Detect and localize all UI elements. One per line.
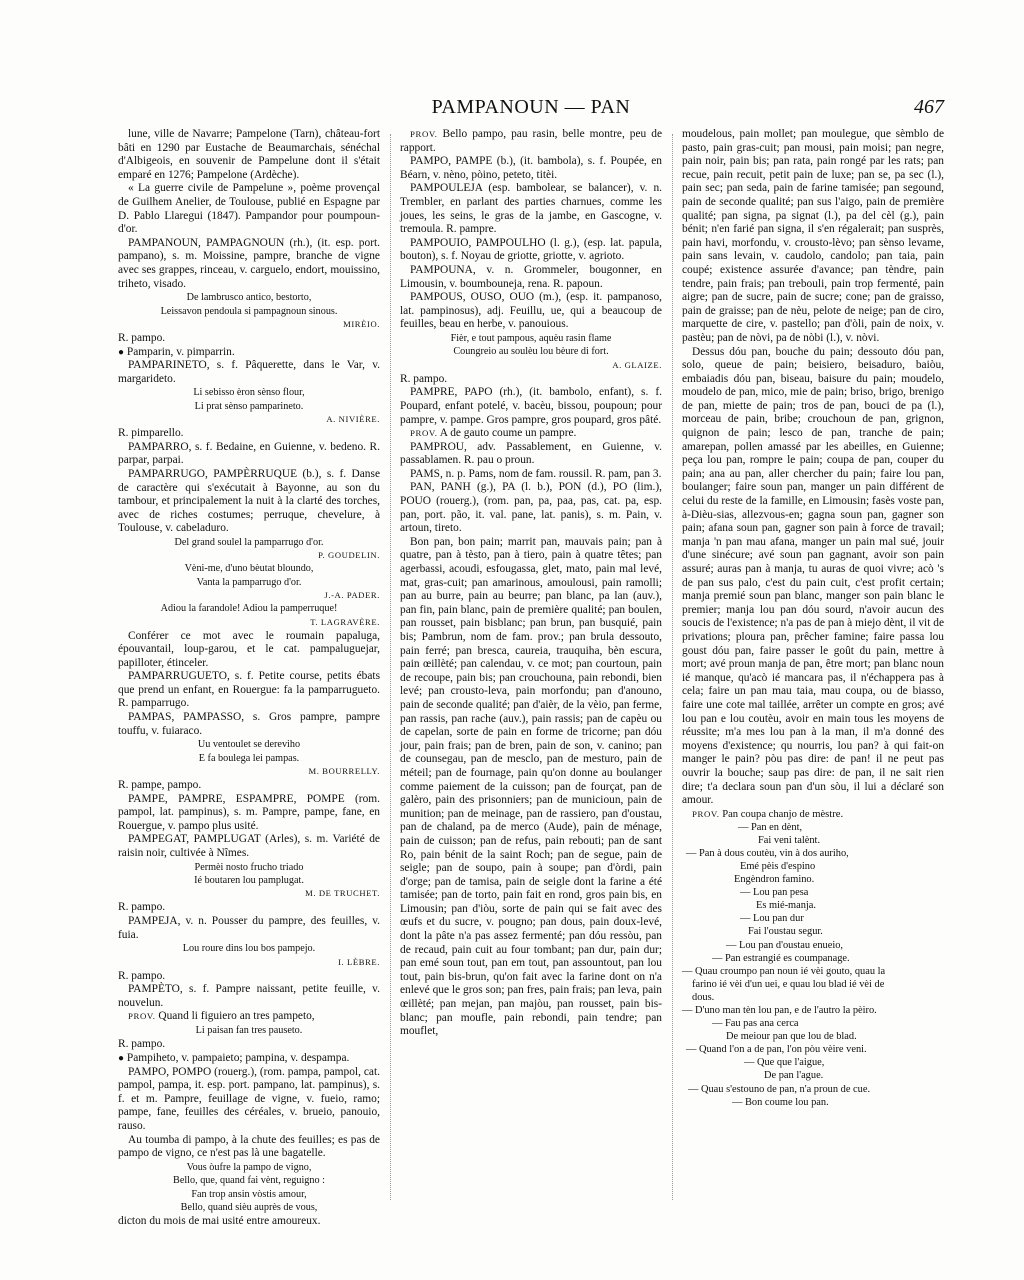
entry-pampeto: PAMPÈTO, s. f. Pampre naissant, petite feuille, v. nouvelun. [118,983,380,1009]
entry-pampas: PAMPAS, PAMPASSO, s. Gros pampre, pampre touffu, v. fuiaraco. [118,711,380,737]
proverb-line: farino ié vèi d'un uei, e quau lou blad ié vèi de [692,978,885,990]
column-1 [118,128,380,1228]
quotation-line: Lou roure dins lou bos pampejo. [182,943,316,955]
bullet-icon: ● [118,1053,125,1064]
entry-pampouio: PAMPOUIO, PAMPOULHO (l. g.), (esp. lat. papula, bouton), s. f. Noyau de griotte, griotte, v. agrioto. [400,236,662,263]
entry-pampouna: PAMPOUNA, v. n. Grommeler, bougonner, en Limousin, v. boumbouneja, rena. R. papoun. [400,263,662,290]
quotation-author: A. GLAIZE. [612,359,662,370]
entry-text: dicton du mois de mai usité entre amoureux. [118,1215,321,1228]
quotation-line: Ié boutaren lou pamplugat. [194,875,304,887]
proverb-line: Es mié-manja. [756,900,817,912]
entry-pan: PAN, PANH (g.), PA (l. b.), PON (d.), PO (lim.), POUO (rouerg.), (rom. pan, pa, paa, pas, cat. pa, esp. pan, port. pão, it. val. pane, lat. panis), s. m. Pain, v. artoun, tireto. [400,481,662,535]
quotation-line: De lambrusco antico, bestorto, [186,292,312,304]
quotation-author: A. NIVIÈRE. [326,414,380,425]
entry-pamprou: PAMPROU, adv. Passablement, en Guienne, v. passablamen. R. pau o proun. [400,440,662,467]
entry-pamparrugueto: PAMPARRUGUETO, s. f. Petite course, petits ébats que prend un enfant, en Rouergue: fa la pamparrugueto. R. pamparrugo. [118,670,380,710]
proverb-line: — Bon coume lou pan. [732,1096,829,1108]
entry-pampegat: PAMPEGAT, PAMPLUGAT (Arles), s. m. Variété de raisin noir, cultivée à Nîmes. [118,833,380,860]
quotation-line: Leissavon pendoula si pampagnoun sinous. [160,305,338,317]
proverb-line: dous. [692,991,715,1003]
entry-pampous: PAMPOUS, OUSO, OUO (m.), (esp. it. pampanoso, lat. pampinosus), adj. Feuillu, ue, qui a beaucoup de feuilles, beau en herbe, v. panouious. [400,291,662,331]
prov-label: PROV. [410,129,438,139]
prov-label: PROV. [410,428,438,439]
quotation-line: Uu ventoulet se dereviho [197,739,301,751]
quotation-line: Fièr, e tout pampous, aquèu rasin flame [450,332,612,344]
quotation-author: M. DE TRUCHET. [305,888,380,899]
entry-pan-phrases: Dessus dóu pan, bouche du pain; dessouto dóu pan, solo, queue de pain; beisiero, beisaduro, baiòu, embaiadis dóu pan, biseau, baisure du pain; moudelo, moudelo de pan, mico, mie de pain; briso, brigo, brenigo de pan, miette de pain; tros de pan, bouci de pa (l.), morceau de pain, bribe; crouchoun de pan, grignon, quignon de pain; lesco de pan, tranche de pain; amarepan, pollen amassé par les abeilles, en Guienne; peça lou pan, rompre le pain; coupa de pan, couper du pain; ana au pan, aller chercher du pain; faire lou pan, boulanger; faire soun pan, manger un pain différent de celui du reste de la famille, en Limousin; fasès voste pan, à-Dièu-sias, allezvous-en; gagna soun pan, gagner son pain; afana soun pan, gagner son pain à force de travail; manja 'n pan mau afana, manger un pain mal sué, jouir d'une sinécure; avé soun pan gagnant, avoir son pain assuré; auras pan à manja, tu auras de quoi vivre; acò 's de pan sus palo, c'est du pain cuit, c'est profit certain; manja premié soun pan blanc, manger son pain blanc le premier; manja lou pan dóu sourd, n'avoir aucun des soucis de l'existence; n'a pas de pan à miejo dènt, il vit de privations; ploura pan, prêcher famine; faire passa lou goust dóu pan, faire passer le goût du pain, mettre à mort; avé proun manja de pan, être mort; pan blanc noun ié manque, qu'acò ié mancara pas, il n'échappera pas à cela; faire un pan mau taia, mau coupa, ou de biasso, faire une cote mal taillée, arrêter un compte en gros; avé lou pan e lou coutèu, avoir en main tous les moyens de réussite; m'a mes lou pan à la man, il m'a donné des moyens d'existence; qu nourris, lou pan? à qui fait-on manger le pain? pòu pas dire: de pan! il ne peut pas ouvrir la bouche; saup pas dire: de pan, il ne sait rien dire; t'a declara soun pan d'un sòu, il lui a déclaré son amour. [682,345,944,807]
entry-text [118,1052,380,1066]
proverb-line: — Lou pan dur [740,913,804,925]
entry-reference: R. pampo. [118,901,166,914]
entry-text: « La guerre civile de Pampelune », poème provençal de Guilhem Anelier, de Toulouse, publié en Espagne par D. Pablo Llaregui (1847). Pampandor pour poumpoun-d'or. [118,182,380,236]
proverb-line: — Quand l'on a de pan, l'on pòu vèire veni. [686,1044,867,1056]
quotation-author: T. LAGRAVÈRE. [310,616,380,627]
entry-text [118,346,380,360]
entry-pampanoun: PAMPANOUN, PAMPAGNOUN (rh.), (it. esp. port. pampano), s. m. Moissine, pampre, branche de vigne avec ses grappes, rinceau, v. carguelo, endort, mouissino, triheto, visado. [118,236,380,290]
entry-pampo: PAMPO, POMPO (rouerg.), (rom. pampa, pampol, cat. pampol, pampa, it. esp. port. pampano, lat. pampinus), s. f. et m. Pampre, feuillage de vigne, v. fueio, ramo; pampe, fane, feuilles des céréales, v. brueio, panouio, rauso. [118,1065,380,1132]
quotation-line: Coungreio au soulèu lou bèure di fort. [453,346,609,358]
entry-crossref: Pamparin, v. pimparrin. [126,345,235,358]
entry-reference: R. pampo. [118,1038,166,1051]
proverb-line: De pan l'ague. [764,1070,824,1082]
prov-label: PROV. [692,808,720,819]
quotation-author: I. LÈBRE. [338,956,380,967]
quotation-line: E fa boulega lei pampas. [198,752,300,764]
proverb [682,808,944,821]
proverb-line: — Lou pan d'oustau enueio, [726,939,844,951]
proverb-line: Fai veni talènt. [758,834,821,846]
quotation-line: Permèi nosto frucho triado [194,861,304,873]
entry-pampeja: PAMPEJA, v. n. Pousser du pampre, des feuilles, v. fuia. [118,915,380,941]
entry-reference: R. pampo. [118,969,166,982]
proverb [400,427,662,441]
entry-text: Au toumba di pampo, à la chute des feuilles; es pas de pampo de vigno, ce n'est pas là une bagatelle. [118,1133,380,1160]
entry-pan-body: Bon pan, bon pain; marrit pan, mauvais pain; pan à quatre, pan à tèsto, pan à tiero, pain à quatre têtes; pan agerbassi, acoudi, esfougassa, glet, mato, pain mal levé, mat, gras-cuit; pan amarinous, amoulousi, pain ramolli; pan au burre, pain au beurre; pan blanc, pa lan (auv.), pan fin, pain blanc, pain de première qualité; pan boulen, pan rousset, pain bisblanc; pan brun, pan busquié, pain bis; Pambrun, nom de fam. prov.; pan brula dessouto, pain ferré; pan bresca, caureia, trauquiha, bèn escura, pain œillèté; pan calendau, v. ce mot; pan courtoun, pain de recoupe, pain bis; pan crouchouna, pain rebondi, bien levé; pan crousto-leva, pain morfondu; pan d'anouno, pain de seconde qualité; pan d'aièr, de la vèio, pan ferme, pan rassis, pan rache (auv.), pain rassis; pan de capèu ou de capelan, sorte de pain en forme de tricorne; pan dóu jour, pain frais; pan de bren, pain de son, v. canino; pan de counsegau, pan de mesclo, pan de mesturo, pain de méteil; pan de fournage, pain qu'on donne au boulanger comme paiement de la cuisson; pan de fourçat, pan de galèro, pain des prisonniers; pan de municioun, pain de munition; pan de meinage, pan de rassiero, pan d'oustau, pan de chaland, pa de merco (Aude), pain de ménage, pain de cuisson; pan de refus, pain rebouti; pan de sant Ro, pain bénit de la saint Roch; pan de segue, pain de seigle; pan de soupo, pain à soupe; pan d'òrdi, pain d'orge; pan de tamisa, pain de seigle dont la farine a été tamisée; pan de torto, pain fait en rond, gros pain bis, en Limousin; pan d'iòu, sorte de pain qui se fait avec des œufs et du sucre, v. pougno; pan dous, pain doux-levé, dont la pâte n'a pas assez fermenté; pan dóu ressòu, pan de recaud, pain cuit au four tombant; pan dur, pain dur; pan emé soun tout, pan em tout, pan assountout, pan lou tout, pain bis-brun, qu'on fait avec la farine dont on n'a enlevé que le gros son; pan fres, pain frais; pan leva, pain œillèté; pan mejan, pan majòu, pan rousset, pain bis-blanc; pan moufle, pain rebondi, pain tendre; pan mouflet, [400,535,662,1038]
quotation-author: P. GOUDELIN. [318,550,380,561]
proverb-line: — Lou pan pesa [740,887,809,899]
entry-reference: R. pampo. [118,331,166,344]
page-number: 467 [914,96,944,118]
quotation-line: Li sebisso èron sènso flour, [193,387,305,399]
proverb-text: Bello pampo, pau rasin, belle montre, peu de rapport. [400,128,662,154]
proverb-line: — Quau croumpo pan noun ié vèi gouto, quau la [682,965,886,977]
quotation-line: Vèni-me, d'uno bèutat bloundo, [184,563,314,575]
entry-pampre: PAMPRE, PAPO (rh.), (it. bambolo, enfant), s. f. Poupard, enfant potelé, v. bacèu, bissou, poupoun; pour pampre, v. pampe. Gros pampre, gros poupard, gros pâté. [400,386,662,426]
entry-pamparrugo: PAMPARRUGO, PAMPÈRRUQUE (b.), s. f. Danse de caractère qui s'exécutait à Bayonne, au son du tambour, et principalement la nuit à la clarté des torches, avec de riches costumes; perruque, chevelure, à Toulouse, v. cabeladuro. [118,467,380,535]
proverb-line: Engèndron famino. [734,874,815,886]
entry-reference: R. pimparello. [118,427,184,440]
proverb-line: — Que que l'aigue, [744,1057,825,1069]
entry-text: Conférer ce mot avec le roumain papaluga, épouvantail, loup-garou, et le cat. pampaluguejar, papilloter, étinceler. [118,629,380,669]
proverb-line: — D'uno man tèn lou pan, e de l'autro la pèiro. [682,1005,877,1016]
quotation-author: MIRÈIO. [343,318,380,329]
proverb-line: — Fau pas ana cerca [712,1018,799,1030]
column-divider [672,134,673,1200]
quotation-line: Fan trop ansin vòstis amour, [191,1188,307,1200]
quotation-line: Bello, quand sièu auprès de vous, [180,1201,318,1213]
proverb-text: Quand li figuiero an tres pampeto, [158,1010,315,1023]
column-2 [400,128,662,1206]
column-divider [390,134,391,1200]
entry-pampouleja: PAMPOULEJA (esp. bambolear, se balancer), v. n. Trembler, en parlant des parties charnues, comme les joues, les seins, le gras de la jambe, en Gascogne, v. tremoula. R. pampre. [400,182,662,236]
proverb-line: — Pan estrangié es coumpanage. [712,952,850,964]
entry-pampo-pampe: PAMPO, PAMPE (b.), (it. bambola), s. f. Poupée, en Béarn, v. nèno, pòino, peteto, titèi. [400,155,662,181]
proverb-text: A de gauto coume un pampre. [439,427,577,440]
entry-reference: R. pampe, pampo. [118,779,202,792]
quotation-author: M. BOURRELLY. [308,766,380,777]
quotation-line: Li prat sènso pamparineto. [194,400,304,412]
quotation-line: Del grand soulel la pamparrugo d'or. [174,536,324,548]
proverb-line: — Quau s'estouno de pan, n'a proun de cue. [688,1083,871,1095]
proverb-line: — Pan à dous coutèu, vin à dos auriho, [686,847,849,859]
entry-pamparro: PAMPARRO, s. f. Bedaine, en Guienne, v. bedeno. R. parpar, parpai. [118,440,380,467]
bullet-icon: ● [118,346,125,358]
text-columns [118,128,944,1228]
entry-reference: R. pampo. [400,372,448,385]
running-title: PAMPANOUN — PAN [431,96,631,118]
quotation-line: Adiou la farandole! Adiou la pamperruque! [160,603,338,615]
proverb [400,128,662,155]
entry-text: lune, ville de Navarre; Pampelone (Tarn), château-fort bâti en 1290 par Eustache de Beaumarchais, sénéchal d'Albigeois, en souvenir de Pampelune dont il s'était emparé en 1276; Pampelone (Ardèche). [118,128,380,181]
proverb-list [682,821,944,1109]
quotation-line: Li paisan fan tres pauseto. [195,1025,303,1036]
entry-pampe: PAMPE, PAMPRE, ESPAMPRE, POMPE (rom. pampol, lat. pampinus), s. m. Pampre, pampe, fane, en Rouergue, v. pampo plus usité. [118,792,380,832]
quotation-author: J.-A. PADER. [324,590,380,601]
proverb-line: Emé pèis d'espino [740,860,816,872]
entry-crossref: Pampiheto, v. pampaieto; pampina, v. despampa. [126,1052,350,1064]
quotation-line: Bello, que, quand fai vènt, reguigno : [173,1175,325,1187]
proverb-line: Fai l'oustau segur. [748,926,823,938]
proverb-line: — Pan en dènt, [738,821,803,833]
entry-pams: PAMS, n. p. Pams, nom de fam. roussil. R. pam, pan 3. [410,467,662,480]
proverb-line: De meiour pan que lou de blad. [726,1031,857,1043]
proverb [118,1010,380,1024]
page-header [118,96,944,126]
entry-pamparineto: PAMPARINETO, s. f. Pâquerette, dans le Var, v. margarideto. [118,359,380,385]
quotation-line: Vanta la pamparrugo d'or. [196,576,302,588]
prov-label: PROV. [128,1011,156,1022]
column-3 [682,128,944,1206]
entry-pan-continued: moudelous, pain mollet; pan moulegue, que sèmblo de pasto, pain gras-cuit; pan mousi, pain moisi; pan negre, pain noir, pain bis; pan rata, pain rongé par les rats; pan recue, pain recuit, petit pain de luxe; pan se, pa sec (l.), pain sec; pan seda, pain de farine tamisée; pan segound, pain de seconde qualité; pan sus l'aigo, pain de première qualité; pan signa, pa signat (l.), pa del cèl (g.), pain bénit; n'en farié pan signa, il s'en régalerait; pan susprès, pain havi, morfondu, v. crousto-lèvo; pan sènso levame, pain sans levain, v. caudolo, candolo; pan taia, pain coupé; existence assurée d'avance; pan tèndre, pain tendre, pain frais; pan trebouli, pain trop fermenté, pain aigre; pan de sucre, pain de sucre; cone; pan de graisso, pain de graisse; pan de nèu, pelote de neige; pan de ciro, marquette de cire, v. pastello; pan d'òli, pain de noix, v. pastèu; pan de nòvi, pa de nòbi (l.), v. nòvi. [682,128,944,344]
proverb-text: Pan coupa chanjo de mèstre. [722,808,844,820]
quotation-line: Vous òufre la pampo de vigno, [186,1161,312,1173]
